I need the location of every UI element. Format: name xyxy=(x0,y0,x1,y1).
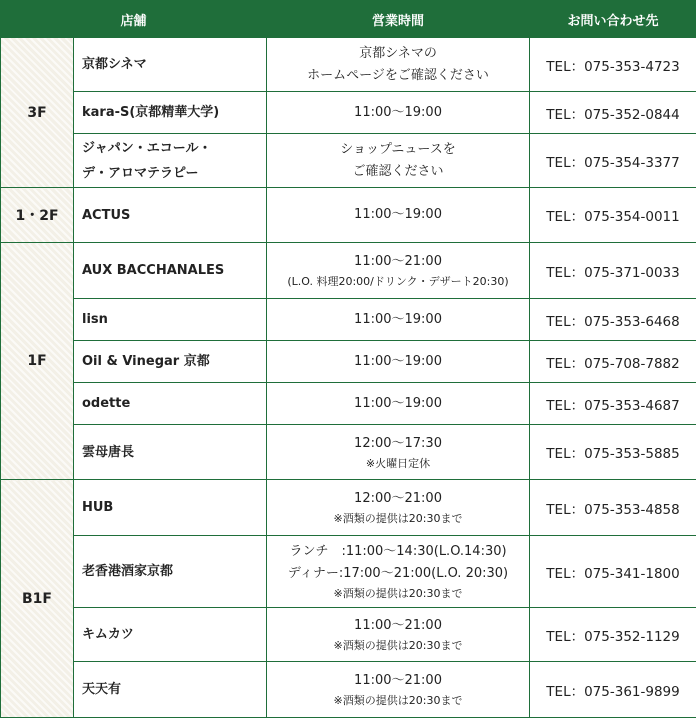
business-hours-cell xyxy=(267,662,530,718)
hours-note: ※酒類の提供は20:30まで xyxy=(267,637,529,654)
business-hours: 11:00〜19:00 xyxy=(267,204,529,226)
store-name: kara-S(京都精華大学) xyxy=(82,100,266,125)
table-row xyxy=(1,299,696,341)
business-hours: 11:00〜19:00 xyxy=(267,102,529,124)
phone-number: TEL：075-354-3377 xyxy=(530,134,696,188)
phone-number: TEL：075-353-4723 xyxy=(530,38,696,92)
store-name-cell xyxy=(74,188,267,243)
store-name-cell xyxy=(74,608,267,662)
business-hours: 11:00〜19:00 xyxy=(267,309,529,331)
business-hours-cell xyxy=(267,134,530,188)
hours-note: ※火曜日定休 xyxy=(267,455,529,472)
store-name: デ・アロマテラピー xyxy=(82,161,266,186)
store-name: ACTUS xyxy=(82,203,266,228)
phone-number: TEL：075-353-5885 xyxy=(530,425,696,480)
hours-note: ※酒類の提供は20:30まで xyxy=(267,510,529,527)
header-hours: 営業時間 xyxy=(267,1,530,38)
business-hours: 11:00〜21:00 xyxy=(267,670,529,692)
table-body xyxy=(1,38,696,718)
store-name-cell xyxy=(74,536,267,608)
business-hours-cell xyxy=(267,299,530,341)
floor-label: 3F xyxy=(1,38,74,188)
store-name-cell xyxy=(74,38,267,92)
business-hours: ランチ :11:00〜14:30(L.O.14:30) xyxy=(267,541,529,563)
business-hours: 11:00〜21:00 xyxy=(267,615,529,637)
business-hours-cell xyxy=(267,425,530,480)
store-name-cell xyxy=(74,480,267,536)
store-name: lisn xyxy=(82,307,266,332)
business-hours-cell xyxy=(267,38,530,92)
phone-number: TEL：075-708-7882 xyxy=(530,341,696,383)
business-hours: ショップニュースを xyxy=(267,139,529,161)
phone-number: TEL：075-352-0844 xyxy=(530,92,696,134)
store-name: 老香港酒家京都 xyxy=(82,559,266,584)
business-hours: 12:00〜17:30 xyxy=(267,433,529,455)
header-contact: お問い合わせ先 xyxy=(530,1,696,38)
table-row xyxy=(1,134,696,188)
store-name: キムカツ xyxy=(82,622,266,647)
hours-note: ※酒類の提供は20:30まで xyxy=(267,692,529,709)
business-hours-cell xyxy=(267,341,530,383)
business-hours-cell xyxy=(267,92,530,134)
hours-note: ※酒類の提供は20:30まで xyxy=(267,585,529,602)
store-name-cell xyxy=(74,383,267,425)
table-row xyxy=(1,662,696,718)
hours-note: (L.O. 料理20:00/ドリンク・デザート20:30) xyxy=(267,273,529,290)
table-row xyxy=(1,188,696,243)
store-name-cell xyxy=(74,134,267,188)
store-name: ジャパン・エコール・ xyxy=(82,136,266,161)
business-hours: ホームページをご確認ください xyxy=(267,65,529,87)
business-hours: 11:00〜19:00 xyxy=(267,351,529,373)
floor-label: 1・2F xyxy=(1,188,74,243)
phone-number: TEL：075-353-4858 xyxy=(530,480,696,536)
table-header-row xyxy=(1,1,696,38)
header-store: 店舗 xyxy=(1,1,267,38)
business-hours: 京都シネマの xyxy=(267,43,529,65)
store-name-cell xyxy=(74,425,267,480)
store-name: HUB xyxy=(82,495,266,520)
business-hours-cell xyxy=(267,608,530,662)
store-name: 雲母唐長 xyxy=(82,440,266,465)
store-name: AUX BACCHANALES xyxy=(82,258,266,283)
table-row xyxy=(1,92,696,134)
business-hours: ご確認ください xyxy=(267,161,529,183)
phone-number: TEL：075-353-4687 xyxy=(530,383,696,425)
business-hours: 12:00〜21:00 xyxy=(267,488,529,510)
table-row xyxy=(1,383,696,425)
phone-number: TEL：075-353-6468 xyxy=(530,299,696,341)
business-hours-cell xyxy=(267,188,530,243)
phone-number: TEL：075-371-0033 xyxy=(530,243,696,299)
business-hours: 11:00〜21:00 xyxy=(267,251,529,273)
store-name-cell xyxy=(74,662,267,718)
business-hours: ディナー:17:00〜21:00(L.O. 20:30) xyxy=(267,563,529,585)
store-name-cell xyxy=(74,299,267,341)
store-name-cell xyxy=(74,243,267,299)
floor-label: B1F xyxy=(1,480,74,718)
table-row xyxy=(1,38,696,92)
business-hours-cell xyxy=(267,480,530,536)
business-hours-cell xyxy=(267,536,530,608)
store-name-cell xyxy=(74,92,267,134)
phone-number: TEL：075-352-1129 xyxy=(530,608,696,662)
store-name: Oil & Vinegar 京都 xyxy=(82,349,266,374)
table-row xyxy=(1,341,696,383)
store-name: 天天有 xyxy=(82,677,266,702)
business-hours: 11:00〜19:00 xyxy=(267,393,529,415)
table-row xyxy=(1,243,696,299)
phone-number: TEL：075-354-0011 xyxy=(530,188,696,243)
table-row xyxy=(1,425,696,480)
table-row xyxy=(1,608,696,662)
table-row xyxy=(1,536,696,608)
business-hours-cell xyxy=(267,383,530,425)
phone-number: TEL：075-361-9899 xyxy=(530,662,696,718)
business-hours-cell xyxy=(267,243,530,299)
store-name-cell xyxy=(74,341,267,383)
phone-number: TEL：075-341-1800 xyxy=(530,536,696,608)
table-row xyxy=(1,480,696,536)
store-name: 京都シネマ xyxy=(82,52,266,77)
store-name: odette xyxy=(82,391,266,416)
floor-label: 1F xyxy=(1,243,74,480)
